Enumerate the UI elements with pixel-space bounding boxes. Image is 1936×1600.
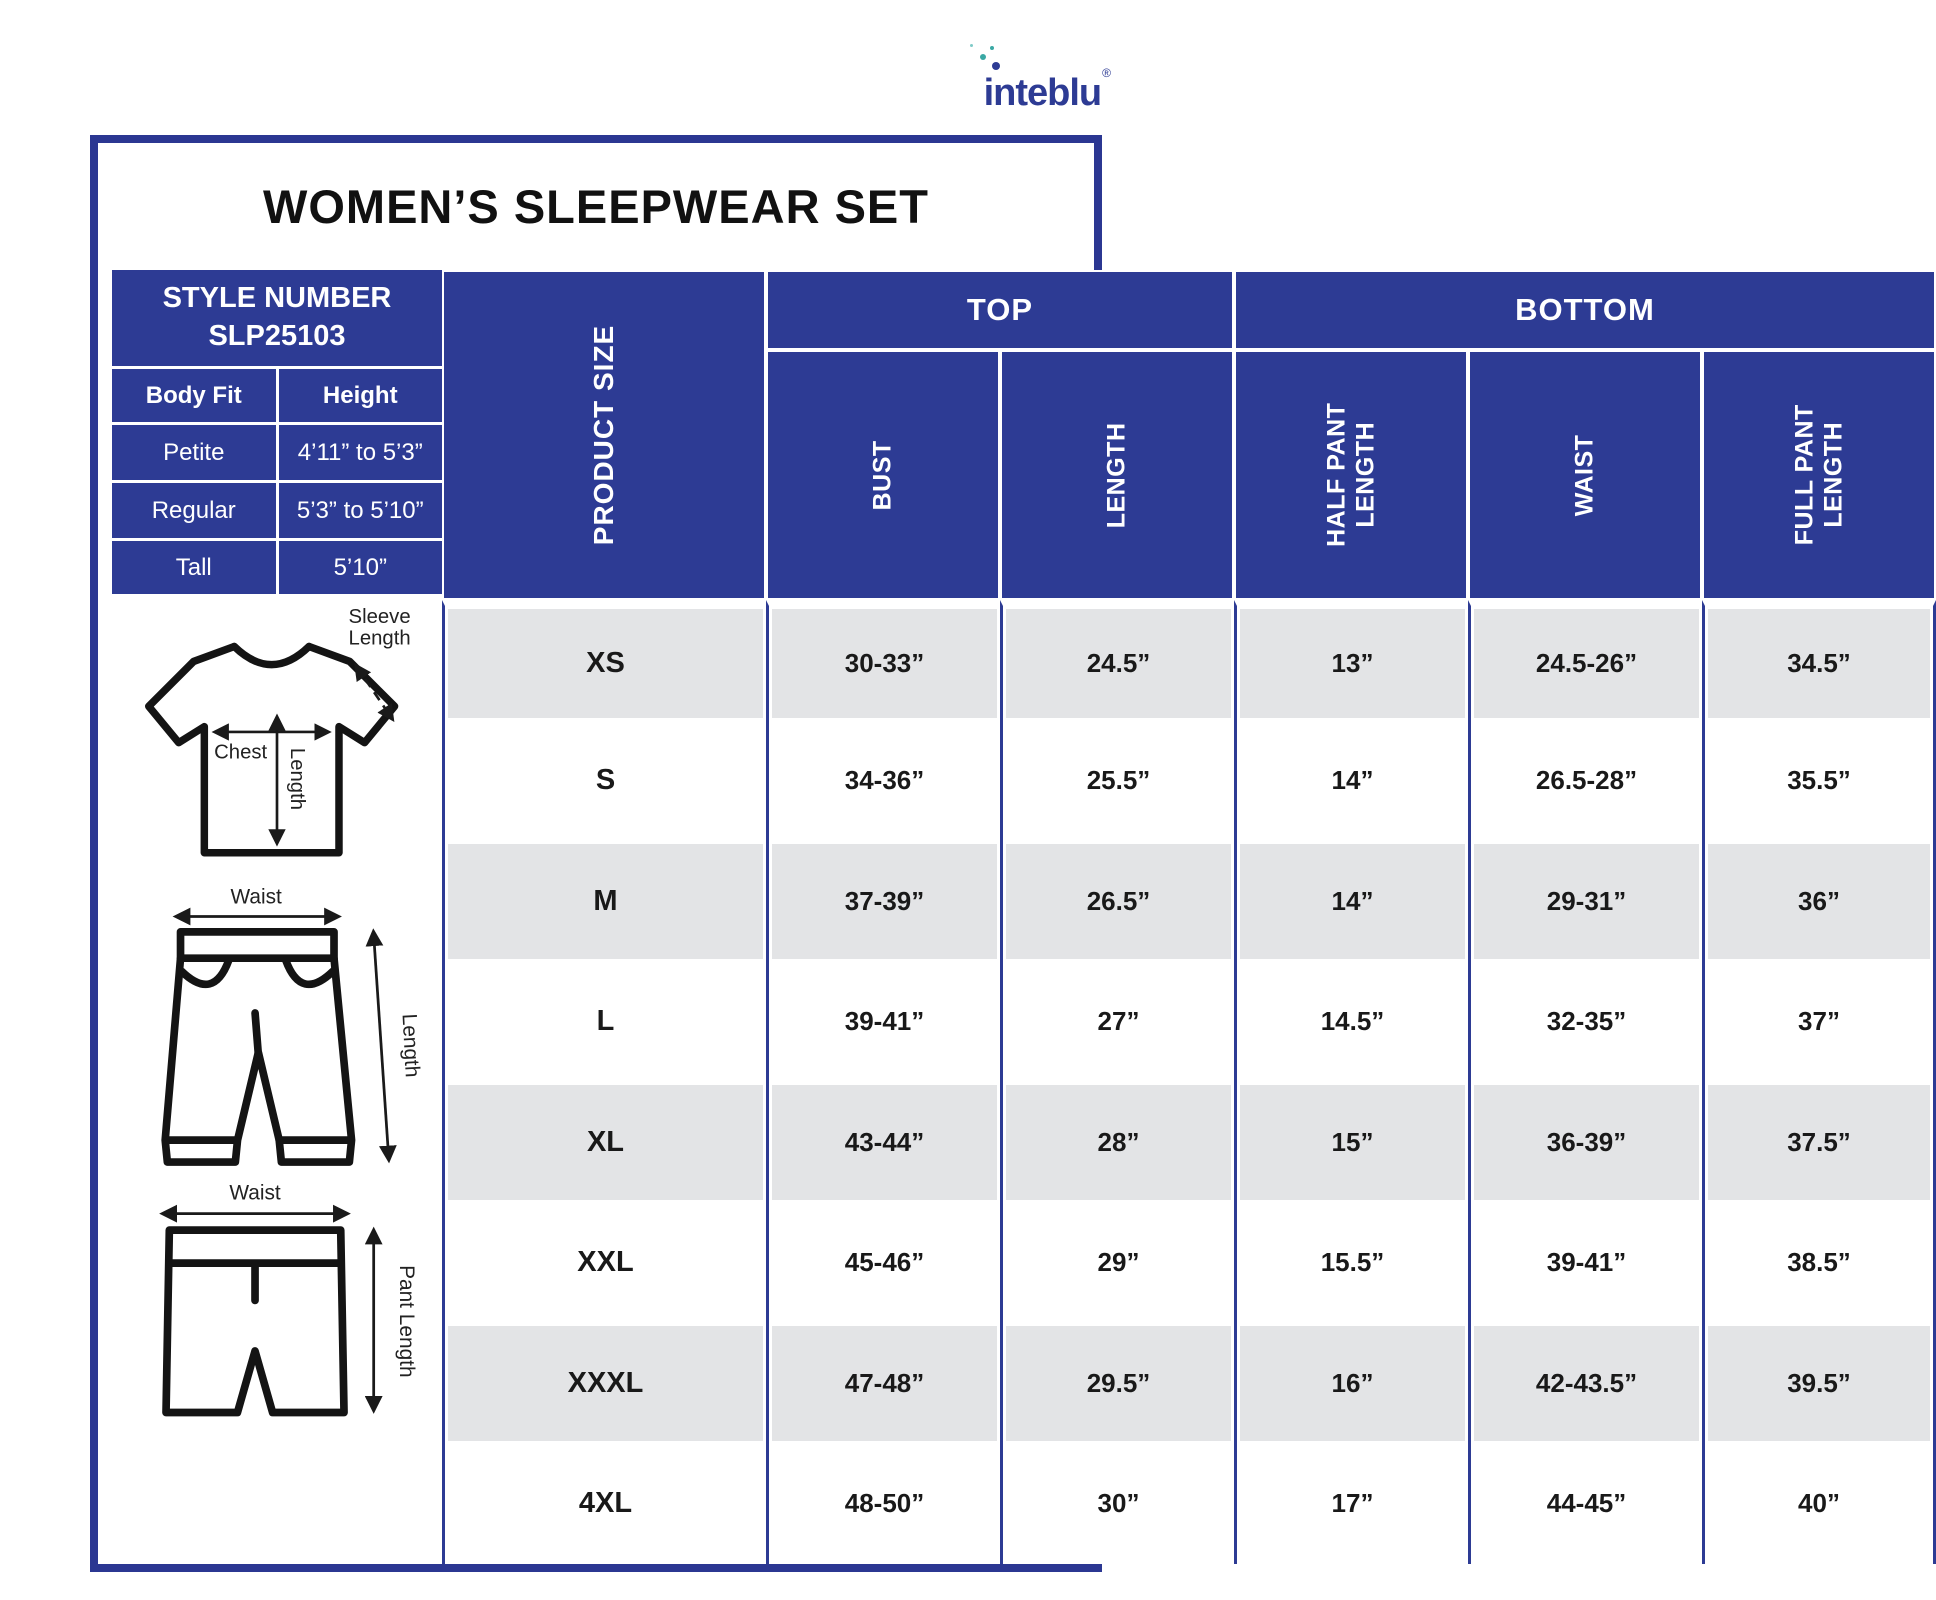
- size-cell: M: [442, 841, 766, 962]
- fit-cell: Petite: [112, 425, 276, 480]
- tshirt-diagram: [112, 605, 442, 888]
- bust-value: 43-44”: [766, 1082, 1000, 1203]
- pants-right-pocket: [286, 960, 333, 984]
- chest-label: Chest: [214, 741, 268, 764]
- half-pant-length-value: 14”: [1234, 841, 1468, 962]
- bust-value: 39-41”: [766, 962, 1000, 1083]
- shorts-diagram: [112, 1181, 442, 1440]
- length-value: 28”: [1000, 1082, 1234, 1203]
- waist-value: 29-31”: [1468, 841, 1702, 962]
- shorts-waist-label: Waist: [229, 1181, 281, 1205]
- waist-value: 32-35”: [1468, 962, 1702, 1083]
- length-value: 29.5”: [1000, 1323, 1234, 1444]
- size-cell: XS: [442, 600, 766, 721]
- length-value: 24.5”: [1000, 600, 1234, 721]
- page-title: WOMEN’S SLEEPWEAR SET: [263, 180, 929, 233]
- brand-logo: [984, 66, 1110, 115]
- waist-value: 39-41”: [1468, 1203, 1702, 1324]
- full-pant-length-value: 37”: [1702, 962, 1936, 1083]
- full-pant-length-value: 35.5”: [1702, 721, 1936, 842]
- half-pant-length-value: 16”: [1234, 1323, 1468, 1444]
- style-info-table: [112, 270, 442, 594]
- size-cell: S: [442, 721, 766, 842]
- size-cell: L: [442, 962, 766, 1083]
- half-pant-length-value: 15.5”: [1234, 1203, 1468, 1324]
- waist-value: 44-45”: [1468, 1444, 1702, 1565]
- fit-cell: Tall: [112, 541, 276, 594]
- pants-length-label: Length: [397, 1013, 424, 1078]
- size-chart-card: [90, 135, 1851, 1572]
- brand-name: inteblu: [983, 72, 1102, 114]
- size-cell: XL: [442, 1082, 766, 1203]
- tshirt-outline: [149, 646, 395, 852]
- height-cell: 4’11” to 5’3”: [279, 425, 443, 480]
- product-size-header: PRODUCT SIZE: [444, 272, 764, 598]
- length-value: 26.5”: [1000, 841, 1234, 962]
- bust-value: 34-36”: [766, 721, 1000, 842]
- half-pant-length-value: 14”: [1234, 721, 1468, 842]
- shorts-outline: [166, 1230, 344, 1412]
- length-value: 25.5”: [1000, 721, 1234, 842]
- half-pant-length-value: 13”: [1234, 600, 1468, 721]
- style-number-line1: STYLE NUMBER: [162, 282, 392, 315]
- full-pant-length-value: 34.5”: [1702, 600, 1936, 721]
- length-value: 29”: [1000, 1203, 1234, 1324]
- size-cell: 4XL: [442, 1444, 766, 1565]
- shirt-length-label: Length: [285, 747, 308, 811]
- bust-value: 45-46”: [766, 1203, 1000, 1324]
- length-header: LENGTH: [1002, 352, 1232, 598]
- half-pant-length-value: 14.5”: [1234, 962, 1468, 1083]
- tshirt-neckline: [234, 646, 309, 664]
- pants-diagram: [112, 885, 442, 1184]
- shorts-pant-length-label: Pant Length: [395, 1265, 419, 1378]
- height-cell: 5’10”: [279, 541, 443, 594]
- top-group-header: TOP: [768, 272, 1232, 348]
- waist-header: WAIST: [1470, 352, 1700, 598]
- style-number-header: [112, 270, 442, 366]
- chart-content: [98, 270, 1851, 1564]
- height-column-header: Height: [279, 369, 443, 422]
- bust-value: 48-50”: [766, 1444, 1000, 1565]
- pants-length-arrow-icon: [373, 932, 388, 1160]
- half-pant-length-value: 15”: [1234, 1082, 1468, 1203]
- pants-left-pocket: [182, 960, 229, 984]
- length-value: 27”: [1000, 962, 1234, 1083]
- bust-value: 37-39”: [766, 841, 1000, 962]
- length-value: 30”: [1000, 1444, 1234, 1565]
- logo-sparkle-dot-icon: [992, 62, 1000, 70]
- half-pant-length-header: HALF PANT LENGTH: [1236, 352, 1466, 598]
- pants-crotch-seam: [255, 1013, 258, 1055]
- size-table: [442, 270, 1936, 1564]
- size-cell: XXL: [442, 1203, 766, 1324]
- height-cell: 5’3” to 5’10”: [279, 483, 443, 538]
- logo-sparkle-dot-icon: [990, 46, 994, 50]
- sleeve-length-label: Sleeve: [348, 605, 411, 628]
- full-pant-length-value: 36”: [1702, 841, 1936, 962]
- fit-cell: Regular: [112, 483, 276, 538]
- size-cell: XXXL: [442, 1323, 766, 1444]
- full-pant-length-value: 37.5”: [1702, 1082, 1936, 1203]
- waist-value: 36-39”: [1468, 1082, 1702, 1203]
- full-pant-length-value: 39.5”: [1702, 1323, 1936, 1444]
- logo-sparkle-dot-icon: [980, 54, 986, 60]
- measurement-diagrams: [112, 594, 442, 1440]
- body-fit-column-header: Body Fit: [112, 369, 276, 422]
- bust-header: BUST: [768, 352, 998, 598]
- style-number-line2: SLP25103: [208, 320, 346, 352]
- sleeve-length-label: Length: [348, 627, 411, 650]
- half-pant-length-value: 17”: [1234, 1444, 1468, 1565]
- bust-value: 47-48”: [766, 1323, 1000, 1444]
- full-pant-length-value: 40”: [1702, 1444, 1936, 1565]
- bottom-group-header: BOTTOM: [1236, 272, 1934, 348]
- waist-value: 42-43.5”: [1468, 1323, 1702, 1444]
- left-panel: [98, 270, 442, 1564]
- waist-value: 26.5-28”: [1468, 721, 1702, 842]
- full-pant-length-value: 38.5”: [1702, 1203, 1936, 1324]
- registered-mark: ®: [1102, 66, 1110, 80]
- pants-waist-label: Waist: [230, 885, 282, 909]
- logo-sparkle-dot-icon: [970, 44, 973, 47]
- waist-value: 24.5-26”: [1468, 600, 1702, 721]
- bust-value: 30-33”: [766, 600, 1000, 721]
- full-pant-length-header: FULL PANT LENGTH: [1704, 352, 1934, 598]
